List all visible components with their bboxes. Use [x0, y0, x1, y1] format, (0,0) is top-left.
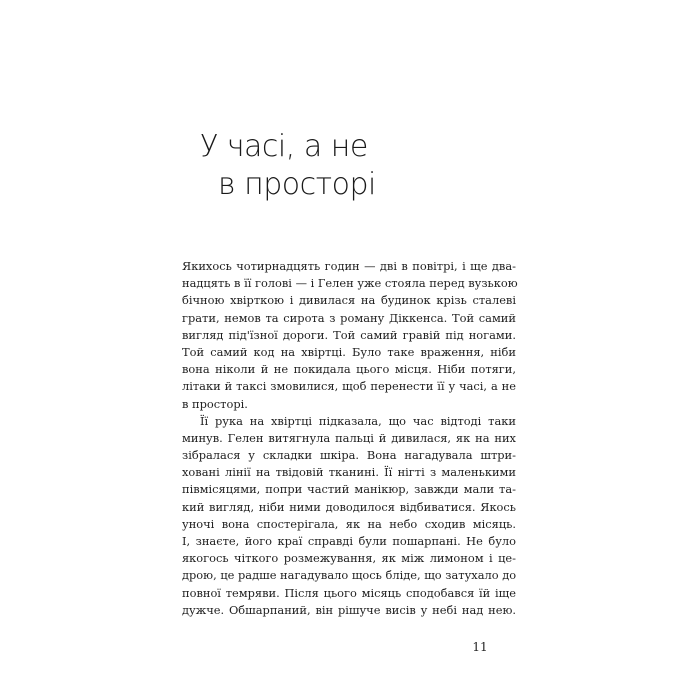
text-line: грати, немов та сирота з роману Діккенса. Той самий	[182, 310, 516, 325]
paragraph-2	[182, 413, 516, 619]
text-line: вигляд під'їзної дороги. Той самий гравій під ногами.	[182, 327, 516, 342]
text-line: якогось чіткого розмежування, як між лимоном і це-	[182, 551, 516, 566]
text-line: півмісяцями, попри частий манікюр, завжди мали та-	[182, 482, 516, 497]
body-text	[182, 258, 516, 619]
text-line: ховані лінії на твідовій тканині. Її нігті з маленькими	[182, 465, 516, 480]
text-line: Той самий код на хвіртці. Було таке враження, ніби	[182, 344, 516, 359]
text-line: в просторі.	[182, 396, 248, 411]
chapter-title-line-2: в просторі	[218, 167, 376, 202]
text-line: минув. Гелен витягнула пальці й дивилася, як на них	[182, 430, 516, 445]
text-line: зібралася у складки шкіра. Вона нагадувала штри-	[182, 448, 516, 463]
text-line: І, знаєте, його краї справді були пошарпані. Не було	[182, 534, 516, 548]
text-line: повної темряви. Після цього місяць сподобався їй іще	[182, 585, 516, 600]
chapter-title-line-1: У часі, а не	[200, 129, 368, 164]
text-line: дрою, це радше нагадувало щось бліде, що затухало до	[182, 568, 517, 583]
text-line: уночі вона спостерігала, як на небо сходив місяць.	[182, 516, 516, 531]
text-line: дужче. Обшарпаний, він рішуче висів у небі над нею.	[182, 602, 516, 617]
text-line: Якихось чотирнадцять годин — дві в повітрі, і ще два-	[182, 259, 516, 273]
text-line: Її рука на хвіртці підказала, що час відтоді таки	[200, 413, 516, 428]
text-line: кий вигляд, ніби ними доводилося відбиватися. Якось	[182, 499, 516, 514]
text-line: бічною хвірткою і дивилася на будинок крізь сталеві	[182, 293, 516, 308]
chapter-title	[200, 128, 400, 204]
text-line: надцять в її голові — і Гелен уже стояла перед вузькою	[182, 276, 518, 291]
page-number: 11	[472, 640, 488, 654]
paragraph-1	[182, 258, 516, 413]
text-line: вона ніколи й не покидала цього місця. Ніби потяги,	[182, 362, 516, 377]
text-line: літаки й таксі змовилися, щоб перенести її у часі, а не	[182, 379, 516, 394]
